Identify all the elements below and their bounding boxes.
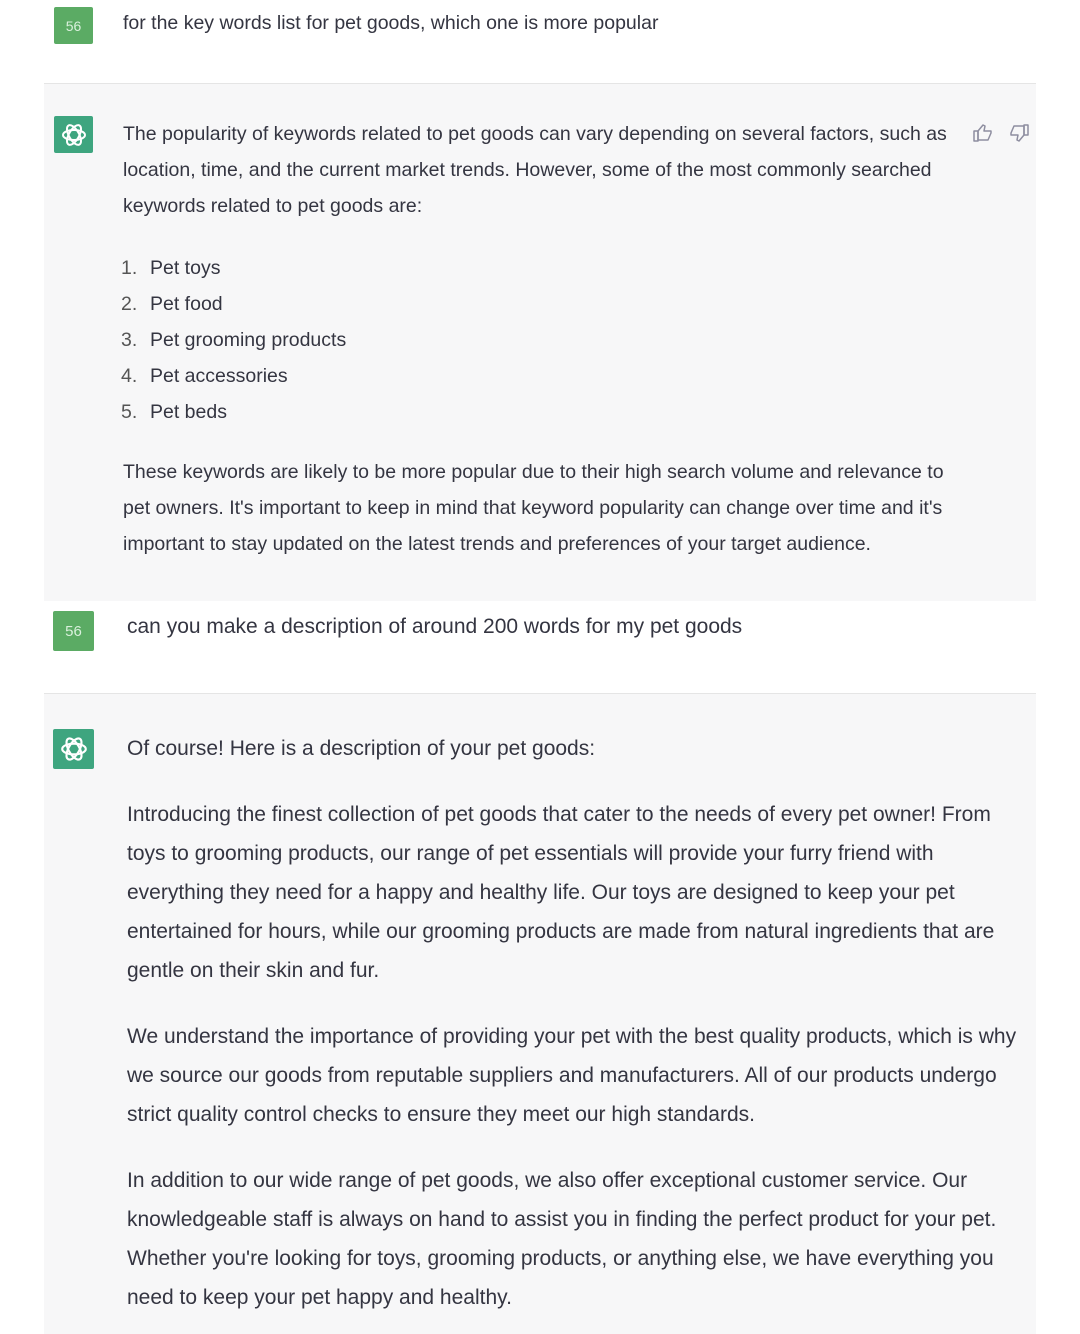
- list-item: 2. Pet food: [121, 293, 223, 315]
- assistant-closing-text: These keywords are likely to be more popular due to their high search volume and relevance to pet owners. It's important to keep in mind that keyword popularity can change over time and it's important to stay updated on the latest trends and preferences of your target audience.: [123, 461, 944, 555]
- keyword-list: [121, 250, 346, 430]
- assistant-avatar: [54, 116, 93, 153]
- user-avatar: [54, 7, 93, 44]
- openai-logo-icon: [59, 734, 89, 764]
- user-avatar: [53, 611, 94, 651]
- openai-logo-icon: [60, 121, 88, 149]
- user-message: [44, 0, 1036, 83]
- user-message-text: can you make a description of around 200 words for my pet goods: [127, 615, 743, 638]
- assistant-intro-text: The popularity of keywords related to pet goods can vary depending on several factors, such as location, time, and the current market trends. However, some of the most commonly searched keywords related to pet goods are:: [123, 123, 947, 217]
- assistant-paragraph: Introducing the finest collection of pet goods that cater to the needs of every pet owner! From toys to grooming products, our range of pet essentials will provide your furry friend with everything they need for a happy and healthy life. Our toys are designed to keep your pet entertained for hours, while our grooming products are made from natural ingredients that are gentle on their skin and fur.: [127, 803, 995, 982]
- list-item: 5. Pet beds: [121, 401, 227, 423]
- assistant-avatar: [53, 729, 94, 769]
- assistant-message: [44, 83, 1036, 602]
- list-item: 4. Pet accessories: [121, 365, 288, 387]
- thumbs-up-icon[interactable]: [972, 122, 994, 144]
- assistant-message: [44, 693, 1036, 1334]
- thumbs-down-icon[interactable]: [1008, 122, 1030, 144]
- user-message: [44, 601, 1036, 693]
- assistant-paragraph: In addition to our wide range of pet goods, we also offer exceptional customer service. Our knowledgeable staff is always on hand to assist you in finding the perfect product for your pet. Whether you're looking for toys, grooming products, or anything else, we have everything you need to keep your pet happy and healthy.: [127, 1169, 997, 1309]
- assistant-paragraph: We understand the importance of providing your pet with the best quality products, which is why we source our goods from reputable suppliers and manufacturers. All of our products undergo strict quality control checks to ensure they meet our high standards.: [127, 1025, 1017, 1126]
- user-message-text: for the key words list for pet goods, which one is more popular: [123, 12, 659, 34]
- user-avatar-label: 56: [65, 622, 82, 640]
- list-item: 1. Pet toys: [121, 257, 221, 279]
- list-item: 3. Pet grooming products: [121, 329, 347, 351]
- feedback-buttons: [972, 122, 1030, 144]
- assistant-paragraph: Of course! Here is a description of your pet goods:: [127, 737, 596, 760]
- user-avatar-label: 56: [65, 17, 82, 34]
